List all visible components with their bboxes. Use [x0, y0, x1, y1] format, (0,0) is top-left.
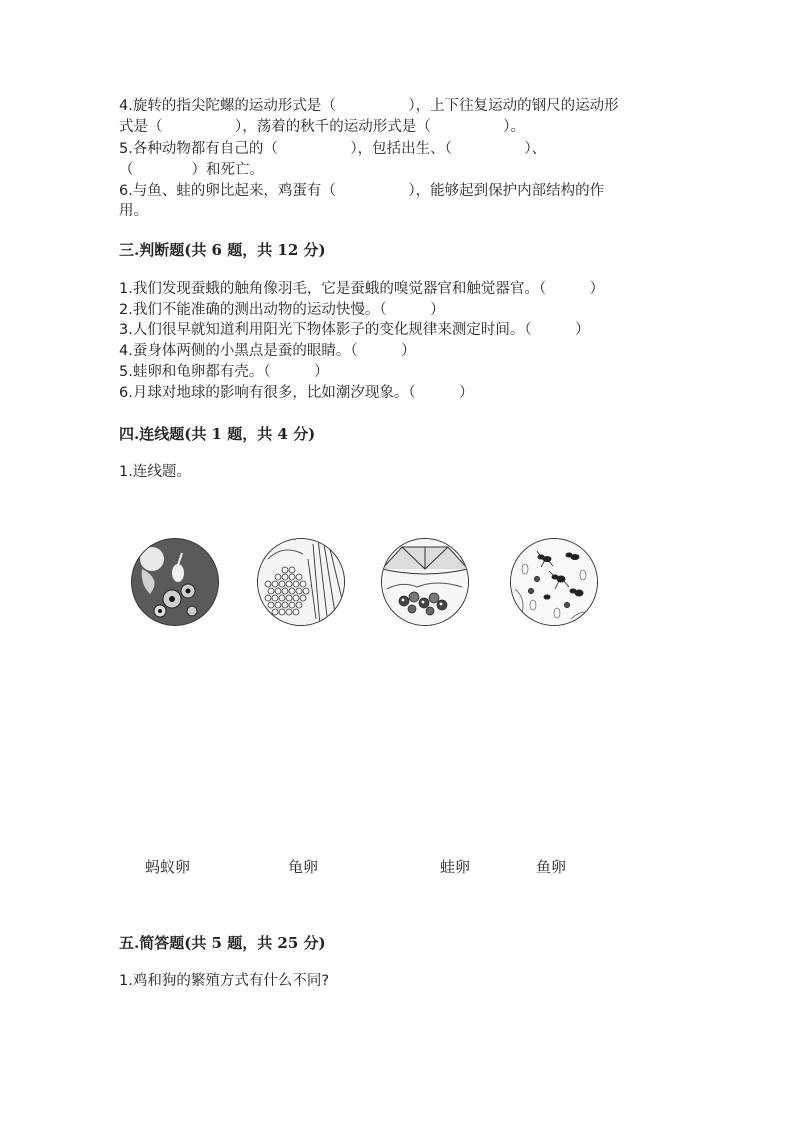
judge-item-2: 2.我们不能准确的测出动物的运动快慢。（ ） — [119, 302, 445, 318]
short-answer-question: 1.鸡和狗的繁殖方式有什么不同? — [119, 973, 330, 989]
fill-in-line-2: 式是（ ），荡着的秋千的运动形式是（ ）。 — [119, 119, 525, 135]
section-5-heading: 五.简答题(共 5 题，共 25 分) — [119, 934, 326, 952]
label-turtle-egg: 龟卵 — [288, 858, 319, 876]
judge-item-5: 5.蛙卵和龟卵都有壳。（ ） — [119, 364, 329, 380]
fill-in-line-3: 5.各种动物都有自己的（ ），包括出生、（ ）、 — [119, 141, 547, 157]
turtle-egg-icon — [381, 538, 469, 626]
tadpole-egg-icon — [131, 538, 219, 626]
fill-in-line-4: （ ）和死亡。 — [119, 162, 264, 178]
fill-in-line-1: 4.旋转的指尖陀螺的运动形式是（ ），上下往复运动的钢尺的运动形 — [119, 98, 619, 114]
section-3-heading: 三.判断题(共 6 题，共 12 分) — [119, 241, 326, 259]
judge-item-6: 6.月球对地球的影响有很多，比如潮汐现象。（ ） — [119, 385, 474, 401]
fill-in-line-6: 用。 — [119, 203, 148, 219]
fish-egg-icon — [257, 538, 345, 626]
fill-in-line-5: 6.与鱼、蛙的卵比起来，鸡蛋有（ ），能够起到保护内部结构的作 — [119, 183, 605, 199]
matching-question: 1.连线题。 — [119, 464, 191, 480]
judge-item-3: 3.人们很早就知道利用阳光下物体影子的变化规律来测定时间。（ ） — [119, 322, 590, 338]
judge-item-4: 4.蚕身体两侧的小黑点是蚕的眼睛。（ ） — [119, 343, 416, 359]
label-ant-egg: 蚂蚁卵 — [145, 858, 191, 876]
label-frog-egg: 蛙卵 — [440, 858, 471, 876]
ant-egg-icon — [510, 538, 598, 626]
section-4-heading: 四.连线题(共 1 题，共 4 分) — [119, 425, 316, 443]
label-fish-egg: 鱼卵 — [536, 858, 567, 876]
judge-item-1: 1.我们发现蚕蛾的触角像羽毛，它是蚕蛾的嗅觉器官和触觉器官。（ ） — [119, 281, 605, 297]
